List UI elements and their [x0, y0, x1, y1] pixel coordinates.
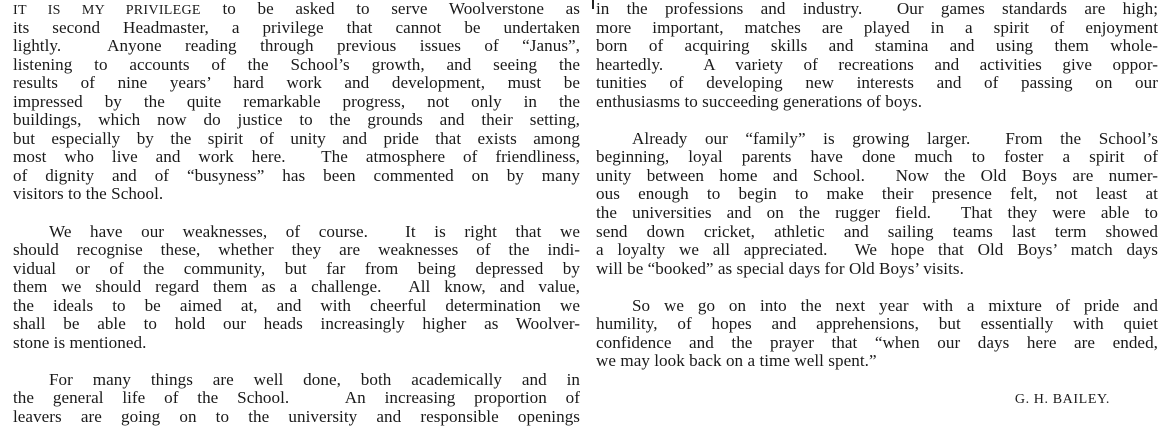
paragraph-line: stone is mentioned. [13, 333, 147, 352]
paragraph-line: more important, matches are played in a spirit of enjoyment [596, 18, 1158, 37]
paragraph-line: will be “booked” as special days for Old Boys’ visits. [596, 259, 964, 278]
paragraph-line: results of nine years’ hard work and development, must be [13, 74, 580, 93]
paragraph-line: ous enough to begin to make their presence felt, not least at [596, 185, 1158, 204]
signature-row [596, 389, 1158, 410]
right-column [596, 0, 1158, 409]
paragraph-line: but especially by the spirit of unity and pride that exists among [13, 129, 580, 148]
paragraph-line: a loyalty we all appreciated. We hope that Old Boys’ match days [596, 241, 1158, 260]
left-column [13, 0, 580, 427]
paragraph-gap [596, 278, 1158, 297]
paragraph-gap [13, 204, 580, 223]
paragraph-gap [596, 111, 1158, 130]
paragraph-line: the general life of the School. An increasing proportion of [13, 389, 580, 408]
paragraph-line: heartedly. A variety of recreations and activities give oppor- [596, 55, 1158, 74]
paragraph-line: shall be able to hold our heads increasingly higher as Woolver- [13, 315, 580, 334]
paragraph-weaknesses [13, 223, 580, 353]
paragraph-line: visitors to the School. [13, 185, 164, 204]
signature: G. H. BAILEY. [1014, 391, 1110, 407]
paragraph-line: vidual or of the community, but far from being depressed by [13, 259, 580, 278]
paragraph-line: So we go on into the next year with a mixture of pride and [632, 296, 1158, 315]
paragraph-continuation [596, 0, 1158, 111]
paragraph-family [596, 130, 1158, 278]
lead-in-rest: to be asked to serve Woolverstone as [200, 0, 580, 18]
paragraph-gap [13, 352, 580, 371]
paragraph-line: in the professions and industry. Our games standards are high; [596, 0, 1158, 18]
paragraph-line: them we should regard them as a challenge. All know, and value, [13, 278, 580, 297]
paragraph-line: should recognise these, whether they are weaknesses of the indi- [13, 241, 580, 260]
paragraph-line: send down cricket, athletic and sailing teams last term showed [596, 222, 1158, 241]
paragraph-opening [13, 0, 580, 204]
paragraph-line: we may look back on a time well spent.” [596, 352, 877, 371]
paragraph-line: beginning, loyal parents have done much to foster a spirit of [596, 148, 1158, 167]
paragraph-line: born of acquiring skills and stamina and using them whole- [596, 37, 1158, 56]
paragraph-achievements [13, 371, 580, 427]
paragraph-line: For many things are well done, both academically and in [49, 370, 580, 389]
paragraph-line: Already our “family” is growing larger. From the School’s [632, 129, 1158, 148]
paragraph-line: impressed by the quite remarkable progress, not only in the [13, 92, 580, 111]
paragraph-closing [596, 297, 1158, 371]
paragraph-line: the universities and on the rugger field. That they were able to [596, 204, 1158, 223]
paragraph-line: confidence and the prayer that “when our days here are ended, [596, 333, 1158, 352]
paragraph-line: tunities of developing new interests and of passing on our [596, 74, 1158, 93]
paragraph-line: lightly. Anyone reading through previous issues of “Janus”, [13, 37, 580, 56]
paragraph-line: of dignity and of “busyness” has been commented on by many [13, 166, 580, 185]
column-rule-mark [592, 0, 594, 9]
paragraph-line: We have our weaknesses, of course. It is right that we [49, 222, 580, 241]
paragraph-line: buildings, which now do justice to the grounds and their setting, [13, 111, 580, 130]
paragraph-line [13, 0, 580, 19]
paragraph-line: its second Headmaster, a privilege that cannot be undertaken [13, 18, 580, 37]
paragraph-line: most who live and work here. The atmosphere of friendliness, [13, 148, 580, 167]
paragraph-line: unity between home and School. Now the Old Boys are numer- [596, 166, 1158, 185]
paragraph-line: the ideals to be aimed at, and with cheerful determination we [13, 296, 580, 315]
paragraph-line: humility, of hopes and apprehensions, but essentially with quiet [596, 315, 1158, 334]
paragraph-line: listening to accounts of the School’s growth, and seeing the [13, 55, 580, 74]
lead-in-caps: IT IS MY PRIVILEGE [13, 3, 201, 18]
paragraph-line: enthusiasms to succeeding generations of boys. [596, 92, 923, 111]
paragraph-line: leavers are going on to the university and responsible openings [13, 408, 580, 427]
